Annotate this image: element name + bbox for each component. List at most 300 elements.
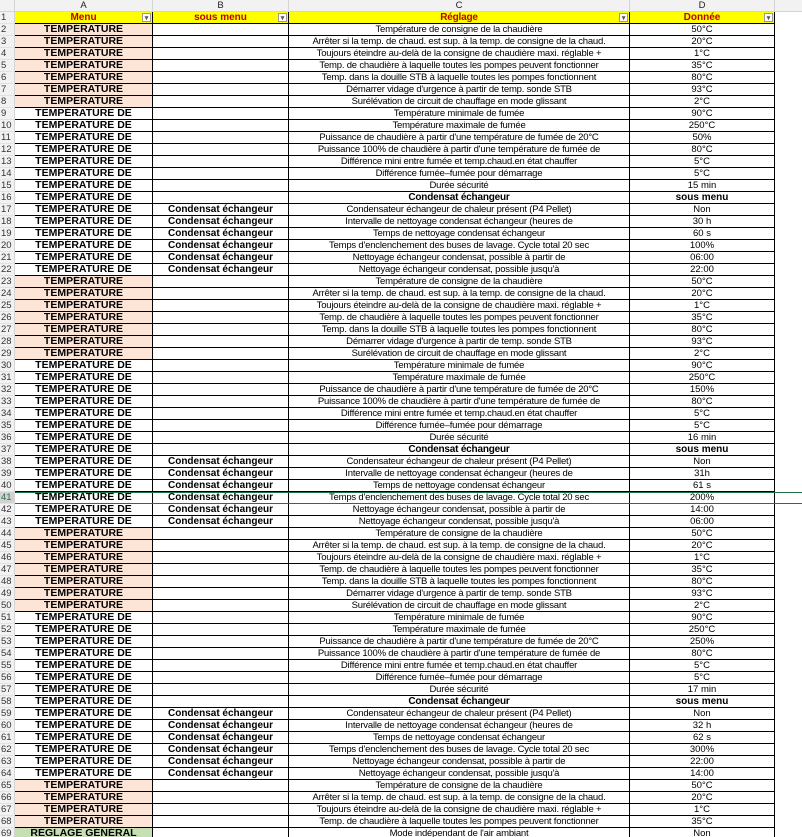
- cell-menu[interactable]: TEMPÉRATURE: [15, 540, 153, 552]
- dropdown-arrow-icon[interactable]: ▾: [764, 13, 773, 22]
- cell-donnee[interactable]: sous menu: [630, 192, 775, 204]
- cell-donnee[interactable]: 35°C: [630, 816, 775, 828]
- cell-sous-menu[interactable]: [153, 108, 289, 120]
- row-number[interactable]: 5: [0, 60, 15, 72]
- cell-reglage[interactable]: Durée sécurité: [289, 684, 630, 696]
- cell-donnee[interactable]: 2°C: [630, 96, 775, 108]
- cell-reglage[interactable]: Durée sécurité: [289, 432, 630, 444]
- row-number[interactable]: 18: [0, 216, 15, 228]
- cell-sous-menu[interactable]: [153, 636, 289, 648]
- cell-sous-menu[interactable]: Condensat échangeur: [153, 204, 289, 216]
- cell-menu[interactable]: TEMPÉRATURE DE: [15, 132, 153, 144]
- cell-sous-menu[interactable]: [153, 300, 289, 312]
- cell-reglage[interactable]: Température de consigne de la chaudière: [289, 528, 630, 540]
- row-number[interactable]: 63: [0, 756, 15, 768]
- cell-menu[interactable]: TEMPÉRATURE DE: [15, 372, 153, 384]
- cell-reglage[interactable]: Condensat échangeur: [289, 696, 630, 708]
- cell-menu[interactable]: TEMPÉRATURE: [15, 600, 153, 612]
- cell-donnee[interactable]: 1°C: [630, 48, 775, 60]
- cell-sous-menu[interactable]: [153, 612, 289, 624]
- cell-reglage[interactable]: Temp. dans la douille STB à laquelle toutes les pompes fonctionnent: [289, 72, 630, 84]
- cell-menu[interactable]: TEMPÉRATURE DE: [15, 492, 153, 504]
- cell-donnee[interactable]: 22:00: [630, 756, 775, 768]
- cell-menu[interactable]: TEMPÉRATURE: [15, 780, 153, 792]
- cell-reglage[interactable]: Arrêter si la temp. de chaud. est sup. à la temp. de consigne de la chaud.: [289, 540, 630, 552]
- cell-reglage[interactable]: Différence mini entre fumée et temp.chaud.en état chauffer: [289, 156, 630, 168]
- cell-donnee[interactable]: 35°C: [630, 312, 775, 324]
- cell-reglage[interactable]: Temps de nettoyage condensat échangeur: [289, 480, 630, 492]
- cell-reglage[interactable]: Condensat échangeur: [289, 444, 630, 456]
- cell-menu[interactable]: RÉGLAGE GÉNÉRAL: [15, 828, 153, 837]
- row-number[interactable]: 50: [0, 600, 15, 612]
- cell-sous-menu[interactable]: [153, 552, 289, 564]
- cell-reglage[interactable]: Temp. de chaudière à laquelle toutes les pompes peuvent fonctionner: [289, 60, 630, 72]
- header-reglage[interactable]: [289, 12, 630, 24]
- cell-sous-menu[interactable]: Condensat échangeur: [153, 252, 289, 264]
- row-number[interactable]: 9: [0, 108, 15, 120]
- cell-menu[interactable]: TEMPÉRATURE: [15, 96, 153, 108]
- cell-sous-menu[interactable]: [153, 624, 289, 636]
- row-number[interactable]: 65: [0, 780, 15, 792]
- cell-menu[interactable]: TEMPÉRATURE DE: [15, 684, 153, 696]
- cell-sous-menu[interactable]: Condensat échangeur: [153, 768, 289, 780]
- cell-reglage[interactable]: Surélévation de circuit de chauffage en mode glissant: [289, 600, 630, 612]
- cell-sous-menu[interactable]: [153, 156, 289, 168]
- cell-reglage[interactable]: Différence mini entre fumée et temp.chaud.en état chauffer: [289, 660, 630, 672]
- row-number[interactable]: 54: [0, 648, 15, 660]
- cell-reglage[interactable]: Temps d'enclenchement des buses de lavage. Cycle total 20 sec: [289, 492, 630, 504]
- cell-sous-menu[interactable]: [153, 36, 289, 48]
- cell-menu[interactable]: TEMPÉRATURE: [15, 84, 153, 96]
- cell-sous-menu[interactable]: [153, 792, 289, 804]
- cell-menu[interactable]: TEMPÉRATURE DE: [15, 108, 153, 120]
- cell-menu[interactable]: TEMPÉRATURE DE: [15, 636, 153, 648]
- row-number[interactable]: 36: [0, 432, 15, 444]
- cell-donnee[interactable]: 32 h: [630, 720, 775, 732]
- cell-reglage[interactable]: Différence fumée–fumée pour démarrage: [289, 420, 630, 432]
- cell-sous-menu[interactable]: [153, 828, 289, 837]
- row-number[interactable]: 69: [0, 828, 15, 837]
- cell-reglage[interactable]: Arrêter si la temp. de chaud. est sup. à la temp. de consigne de la chaud.: [289, 288, 630, 300]
- cell-sous-menu[interactable]: [153, 384, 289, 396]
- row-number[interactable]: 20: [0, 240, 15, 252]
- cell-donnee[interactable]: 80°C: [630, 72, 775, 84]
- cell-sous-menu[interactable]: [153, 780, 289, 792]
- cell-reglage[interactable]: Temp. de chaudière à laquelle toutes les pompes peuvent fonctionner: [289, 564, 630, 576]
- cell-reglage[interactable]: Intervalle de nettoyage condensat échangeur (heures de: [289, 720, 630, 732]
- dropdown-arrow-icon[interactable]: ▾: [619, 13, 628, 22]
- cell-sous-menu[interactable]: Condensat échangeur: [153, 480, 289, 492]
- cell-donnee[interactable]: sous menu: [630, 696, 775, 708]
- cell-reglage[interactable]: Condensateur échangeur de chaleur présent (P4 Pellet): [289, 708, 630, 720]
- cell-donnee[interactable]: 20°C: [630, 288, 775, 300]
- cell-donnee[interactable]: 06:00: [630, 252, 775, 264]
- cell-reglage[interactable]: Nettoyage échangeur condensat, possible jusqu'à: [289, 264, 630, 276]
- cell-reglage[interactable]: Surélévation de circuit de chauffage en mode glissant: [289, 348, 630, 360]
- cell-menu[interactable]: TEMPÉRATURE DE: [15, 756, 153, 768]
- cell-menu[interactable]: TEMPÉRATURE DE: [15, 120, 153, 132]
- cell-reglage[interactable]: Temps d'enclenchement des buses de lavage. Cycle total 20 sec: [289, 240, 630, 252]
- cell-reglage[interactable]: Puissance de chaudière à partir d'une température de fumée de 20°C: [289, 636, 630, 648]
- cell-menu[interactable]: TEMPÉRATURE: [15, 36, 153, 48]
- row-number[interactable]: 22: [0, 264, 15, 276]
- cell-reglage[interactable]: Toujours éteindre au-delà de la consigne de chaudière maxi. réglable +: [289, 552, 630, 564]
- row-number[interactable]: 43: [0, 516, 15, 528]
- cell-sous-menu[interactable]: Condensat échangeur: [153, 504, 289, 516]
- cell-menu[interactable]: TEMPÉRATURE DE: [15, 216, 153, 228]
- row-number[interactable]: 42: [0, 504, 15, 516]
- cell-menu[interactable]: TEMPÉRATURE: [15, 552, 153, 564]
- cell-sous-menu[interactable]: [153, 324, 289, 336]
- cell-sous-menu[interactable]: [153, 648, 289, 660]
- cell-sous-menu[interactable]: [153, 24, 289, 36]
- cell-donnee[interactable]: 16 min: [630, 432, 775, 444]
- cell-sous-menu[interactable]: [153, 288, 289, 300]
- row-number[interactable]: 61: [0, 732, 15, 744]
- row-number[interactable]: 64: [0, 768, 15, 780]
- cell-sous-menu[interactable]: [153, 48, 289, 60]
- cell-menu[interactable]: TEMPÉRATURE: [15, 72, 153, 84]
- row-number[interactable]: 21: [0, 252, 15, 264]
- cell-reglage[interactable]: Durée sécurité: [289, 180, 630, 192]
- cell-sous-menu[interactable]: Condensat échangeur: [153, 516, 289, 528]
- column-header-c[interactable]: C: [289, 0, 630, 12]
- cell-donnee[interactable]: 250%: [630, 636, 775, 648]
- cell-donnee[interactable]: 20°C: [630, 792, 775, 804]
- cell-sous-menu[interactable]: [153, 396, 289, 408]
- cell-reglage[interactable]: Temp. dans la douille STB à laquelle toutes les pompes fonctionnent: [289, 576, 630, 588]
- row-number[interactable]: 2: [0, 24, 15, 36]
- row-number[interactable]: 16: [0, 192, 15, 204]
- cell-menu[interactable]: TEMPÉRATURE DE: [15, 612, 153, 624]
- cell-sous-menu[interactable]: [153, 84, 289, 96]
- row-number[interactable]: 41: [0, 492, 15, 504]
- cell-menu[interactable]: TEMPÉRATURE DE: [15, 708, 153, 720]
- cell-menu[interactable]: TEMPÉRATURE DE: [15, 240, 153, 252]
- row-number[interactable]: 57: [0, 684, 15, 696]
- cell-sous-menu[interactable]: [153, 528, 289, 540]
- cell-donnee[interactable]: 31h: [630, 468, 775, 480]
- cell-donnee[interactable]: 93°C: [630, 588, 775, 600]
- cell-donnee[interactable]: 5°C: [630, 660, 775, 672]
- cell-menu[interactable]: TEMPÉRATURE: [15, 48, 153, 60]
- cell-reglage[interactable]: Surélévation de circuit de chauffage en mode glissant: [289, 96, 630, 108]
- cell-donnee[interactable]: 61 s: [630, 480, 775, 492]
- cell-donnee[interactable]: 50°C: [630, 24, 775, 36]
- cell-menu[interactable]: TEMPÉRATURE DE: [15, 396, 153, 408]
- cell-donnee[interactable]: Non: [630, 204, 775, 216]
- cell-menu[interactable]: TEMPÉRATURE DE: [15, 516, 153, 528]
- row-number[interactable]: 12: [0, 144, 15, 156]
- cell-reglage[interactable]: Nettoyage échangeur condensat, possible à partir de: [289, 252, 630, 264]
- row-number[interactable]: 47: [0, 564, 15, 576]
- row-number[interactable]: 25: [0, 300, 15, 312]
- cell-reglage[interactable]: Température maximale de fumée: [289, 120, 630, 132]
- cell-sous-menu[interactable]: Condensat échangeur: [153, 492, 289, 504]
- cell-menu[interactable]: TEMPÉRATURE: [15, 576, 153, 588]
- select-all-corner[interactable]: [0, 0, 15, 12]
- cell-donnee[interactable]: 35°C: [630, 60, 775, 72]
- cell-donnee[interactable]: 20°C: [630, 36, 775, 48]
- cell-donnee[interactable]: 80°C: [630, 396, 775, 408]
- cell-menu[interactable]: TEMPÉRATURE DE: [15, 672, 153, 684]
- cell-donnee[interactable]: 80°C: [630, 144, 775, 156]
- cell-menu[interactable]: TEMPÉRATURE DE: [15, 204, 153, 216]
- cell-sous-menu[interactable]: [153, 348, 289, 360]
- row-number[interactable]: 19: [0, 228, 15, 240]
- row-number[interactable]: 44: [0, 528, 15, 540]
- row-number[interactable]: 37: [0, 444, 15, 456]
- cell-reglage[interactable]: Mode indépendant de l'air ambiant: [289, 828, 630, 837]
- cell-reglage[interactable]: Temp. de chaudière à laquelle toutes les pompes peuvent fonctionner: [289, 312, 630, 324]
- cell-donnee[interactable]: 5°C: [630, 408, 775, 420]
- row-number[interactable]: 17: [0, 204, 15, 216]
- cell-menu[interactable]: TEMPÉRATURE: [15, 348, 153, 360]
- cell-sous-menu[interactable]: [153, 660, 289, 672]
- row-number[interactable]: 56: [0, 672, 15, 684]
- cell-reglage[interactable]: Temps de nettoyage condensat échangeur: [289, 228, 630, 240]
- cell-donnee[interactable]: 1°C: [630, 552, 775, 564]
- cell-menu[interactable]: TEMPÉRATURE: [15, 312, 153, 324]
- cell-donnee[interactable]: sous menu: [630, 444, 775, 456]
- cell-sous-menu[interactable]: [153, 120, 289, 132]
- cell-menu[interactable]: TEMPÉRATURE DE: [15, 408, 153, 420]
- cell-sous-menu[interactable]: [153, 696, 289, 708]
- row-number[interactable]: 66: [0, 792, 15, 804]
- cell-sous-menu[interactable]: [153, 600, 289, 612]
- cell-donnee[interactable]: 50°C: [630, 780, 775, 792]
- cell-menu[interactable]: TEMPÉRATURE: [15, 60, 153, 72]
- cell-menu[interactable]: TEMPÉRATURE DE: [15, 480, 153, 492]
- row-number[interactable]: 6: [0, 72, 15, 84]
- cell-menu[interactable]: TEMPÉRATURE DE: [15, 648, 153, 660]
- cell-donnee[interactable]: 250°C: [630, 624, 775, 636]
- cell-donnee[interactable]: 50°C: [630, 276, 775, 288]
- cell-reglage[interactable]: Nettoyage échangeur condensat, possible à partir de: [289, 756, 630, 768]
- row-number[interactable]: 35: [0, 420, 15, 432]
- cell-reglage[interactable]: Temps de nettoyage condensat échangeur: [289, 732, 630, 744]
- cell-reglage[interactable]: Température maximale de fumée: [289, 372, 630, 384]
- cell-donnee[interactable]: 300%: [630, 744, 775, 756]
- cell-donnee[interactable]: 93°C: [630, 336, 775, 348]
- cell-donnee[interactable]: 90°C: [630, 360, 775, 372]
- cell-donnee[interactable]: 15 min: [630, 180, 775, 192]
- column-header-a[interactable]: A: [15, 0, 153, 12]
- cell-reglage[interactable]: Temp. de chaudière à laquelle toutes les pompes peuvent fonctionner: [289, 816, 630, 828]
- cell-donnee[interactable]: 150%: [630, 384, 775, 396]
- cell-donnee[interactable]: 90°C: [630, 108, 775, 120]
- row-number[interactable]: 58: [0, 696, 15, 708]
- cell-reglage[interactable]: Température minimale de fumée: [289, 108, 630, 120]
- row-number[interactable]: 29: [0, 348, 15, 360]
- cell-reglage[interactable]: Intervalle de nettoyage condensat échangeur (heures de: [289, 216, 630, 228]
- cell-menu[interactable]: TEMPÉRATURE DE: [15, 504, 153, 516]
- row-number[interactable]: 34: [0, 408, 15, 420]
- cell-menu[interactable]: TEMPÉRATURE DE: [15, 228, 153, 240]
- cell-menu[interactable]: TEMPÉRATURE DE: [15, 432, 153, 444]
- cell-menu[interactable]: TEMPÉRATURE DE: [15, 144, 153, 156]
- row-number[interactable]: 27: [0, 324, 15, 336]
- cell-reglage[interactable]: Température minimale de fumée: [289, 612, 630, 624]
- cell-donnee[interactable]: Non: [630, 708, 775, 720]
- cell-reglage[interactable]: Toujours éteindre au-delà de la consigne de chaudière maxi. réglable +: [289, 804, 630, 816]
- row-number[interactable]: 13: [0, 156, 15, 168]
- cell-donnee[interactable]: 20°C: [630, 540, 775, 552]
- cell-sous-menu[interactable]: [153, 168, 289, 180]
- cell-menu[interactable]: TEMPÉRATURE: [15, 564, 153, 576]
- cell-sous-menu[interactable]: [153, 804, 289, 816]
- cell-donnee[interactable]: 5°C: [630, 672, 775, 684]
- cell-menu[interactable]: TEMPÉRATURE DE: [15, 624, 153, 636]
- cell-sous-menu[interactable]: [153, 276, 289, 288]
- row-number[interactable]: 28: [0, 336, 15, 348]
- cell-donnee[interactable]: 80°C: [630, 324, 775, 336]
- row-number[interactable]: 15: [0, 180, 15, 192]
- cell-reglage[interactable]: Nettoyage échangeur condensat, possible à partir de: [289, 504, 630, 516]
- cell-sous-menu[interactable]: Condensat échangeur: [153, 744, 289, 756]
- row-number[interactable]: 39: [0, 468, 15, 480]
- cell-sous-menu[interactable]: [153, 420, 289, 432]
- cell-donnee[interactable]: 1°C: [630, 300, 775, 312]
- column-header-e[interactable]: [775, 0, 802, 12]
- cell-sous-menu[interactable]: Condensat échangeur: [153, 732, 289, 744]
- cell-reglage[interactable]: Nettoyage échangeur condensat, possible jusqu'à: [289, 516, 630, 528]
- cell-reglage[interactable]: Toujours éteindre au-delà de la consigne de chaudière maxi. réglable +: [289, 300, 630, 312]
- cell-donnee[interactable]: 250°C: [630, 120, 775, 132]
- cell-donnee[interactable]: 50%: [630, 132, 775, 144]
- cell-sous-menu[interactable]: [153, 360, 289, 372]
- cell-menu[interactable]: TEMPÉRATURE DE: [15, 384, 153, 396]
- row-number[interactable]: 32: [0, 384, 15, 396]
- cell-menu[interactable]: TEMPÉRATURE DE: [15, 660, 153, 672]
- cell-reglage[interactable]: Intervalle de nettoyage condensat échangeur (heures de: [289, 468, 630, 480]
- cell-sous-menu[interactable]: Condensat échangeur: [153, 240, 289, 252]
- cell-reglage[interactable]: Puissance 100% de chaudière à partir d'une température de fumée de: [289, 648, 630, 660]
- cell-menu[interactable]: TEMPÉRATURE: [15, 804, 153, 816]
- row-number[interactable]: 7: [0, 84, 15, 96]
- cell-reglage[interactable]: Démarrer vidage d'urgence à partir de temp. sonde STB: [289, 336, 630, 348]
- cell-reglage[interactable]: Démarrer vidage d'urgence à partir de temp. sonde STB: [289, 588, 630, 600]
- header-donnee[interactable]: [630, 12, 775, 24]
- cell-menu[interactable]: TEMPÉRATURE DE: [15, 168, 153, 180]
- cell-donnee[interactable]: Non: [630, 456, 775, 468]
- header-sous-menu[interactable]: [153, 12, 289, 24]
- cell-menu[interactable]: TEMPÉRATURE: [15, 336, 153, 348]
- dropdown-arrow-icon[interactable]: ▾: [278, 13, 287, 22]
- cell-sous-menu[interactable]: [153, 588, 289, 600]
- row-number[interactable]: 51: [0, 612, 15, 624]
- dropdown-arrow-icon[interactable]: ▾: [142, 13, 151, 22]
- cell-donnee[interactable]: 5°C: [630, 168, 775, 180]
- cell-sous-menu[interactable]: [153, 672, 289, 684]
- cell-reglage[interactable]: Démarrer vidage d'urgence à partir de temp. sonde STB: [289, 84, 630, 96]
- cell-menu[interactable]: TEMPÉRATURE: [15, 324, 153, 336]
- cell-sous-menu[interactable]: [153, 432, 289, 444]
- cell-donnee[interactable]: 93°C: [630, 84, 775, 96]
- cell-sous-menu[interactable]: [153, 312, 289, 324]
- row-number[interactable]: 48: [0, 576, 15, 588]
- cell-donnee[interactable]: 5°C: [630, 420, 775, 432]
- cell-sous-menu[interactable]: Condensat échangeur: [153, 264, 289, 276]
- row-number[interactable]: 30: [0, 360, 15, 372]
- row-number[interactable]: 38: [0, 456, 15, 468]
- row-number[interactable]: 1: [0, 12, 15, 24]
- row-number[interactable]: 26: [0, 312, 15, 324]
- row-number[interactable]: 60: [0, 720, 15, 732]
- row-number[interactable]: 53: [0, 636, 15, 648]
- row-number[interactable]: 31: [0, 372, 15, 384]
- cell-reglage[interactable]: Puissance de chaudière à partir d'une température de fumée de 20°C: [289, 132, 630, 144]
- cell-donnee[interactable]: 14:00: [630, 768, 775, 780]
- row-number[interactable]: 49: [0, 588, 15, 600]
- column-header-b[interactable]: B: [153, 0, 289, 12]
- cell-menu[interactable]: TEMPÉRATURE DE: [15, 732, 153, 744]
- cell-sous-menu[interactable]: [153, 132, 289, 144]
- cell-sous-menu[interactable]: [153, 180, 289, 192]
- cell-reglage[interactable]: Température de consigne de la chaudière: [289, 276, 630, 288]
- cell-reglage[interactable]: Toujours éteindre au-delà de la consigne de chaudière maxi. réglable +: [289, 48, 630, 60]
- cell-donnee[interactable]: 250°C: [630, 372, 775, 384]
- cell-sous-menu[interactable]: [153, 192, 289, 204]
- cell-sous-menu[interactable]: Condensat échangeur: [153, 720, 289, 732]
- cell-donnee[interactable]: 62 s: [630, 732, 775, 744]
- cell-donnee[interactable]: 22:00: [630, 264, 775, 276]
- cell-menu[interactable]: TEMPÉRATURE: [15, 24, 153, 36]
- cell-reglage[interactable]: Différence fumée–fumée pour démarrage: [289, 672, 630, 684]
- cell-menu[interactable]: TEMPÉRATURE: [15, 588, 153, 600]
- row-number[interactable]: 40: [0, 480, 15, 492]
- row-number[interactable]: 68: [0, 816, 15, 828]
- cell-donnee[interactable]: 5°C: [630, 156, 775, 168]
- cell-reglage[interactable]: Arrêter si la temp. de chaud. est sup. à la temp. de consigne de la chaud.: [289, 792, 630, 804]
- cell-reglage[interactable]: Température de consigne de la chaudière: [289, 24, 630, 36]
- cell-donnee[interactable]: 60 s: [630, 228, 775, 240]
- column-header-d[interactable]: D: [630, 0, 775, 12]
- cell-menu[interactable]: TEMPÉRATURE: [15, 528, 153, 540]
- row-number[interactable]: 23: [0, 276, 15, 288]
- cell-sous-menu[interactable]: Condensat échangeur: [153, 216, 289, 228]
- cell-sous-menu[interactable]: [153, 564, 289, 576]
- cell-sous-menu[interactable]: Condensat échangeur: [153, 468, 289, 480]
- cell-reglage[interactable]: Différence mini entre fumée et temp.chaud.en état chauffer: [289, 408, 630, 420]
- cell-reglage[interactable]: Condensateur échangeur de chaleur présent (P4 Pellet): [289, 456, 630, 468]
- cell-reglage[interactable]: Différence fumée–fumée pour démarrage: [289, 168, 630, 180]
- row-number[interactable]: 14: [0, 168, 15, 180]
- cell-reglage[interactable]: Température minimale de fumée: [289, 360, 630, 372]
- cell-donnee[interactable]: 200%: [630, 492, 775, 504]
- cell-menu[interactable]: TEMPÉRATURE DE: [15, 360, 153, 372]
- cell-reglage[interactable]: Condensateur échangeur de chaleur présent (P4 Pellet): [289, 204, 630, 216]
- cell-reglage[interactable]: Température maximale de fumée: [289, 624, 630, 636]
- cell-reglage[interactable]: Puissance 100% de chaudière à partir d'une température de fumée de: [289, 144, 630, 156]
- row-number[interactable]: 8: [0, 96, 15, 108]
- cell-reglage[interactable]: Arrêter si la temp. de chaud. est sup. à la temp. de consigne de la chaud.: [289, 36, 630, 48]
- cell-menu[interactable]: TEMPÉRATURE DE: [15, 252, 153, 264]
- cell-menu[interactable]: TEMPÉRATURE DE: [15, 768, 153, 780]
- row-number[interactable]: 46: [0, 552, 15, 564]
- cell-menu[interactable]: TEMPÉRATURE: [15, 816, 153, 828]
- cell-sous-menu[interactable]: [153, 540, 289, 552]
- row-number[interactable]: 11: [0, 132, 15, 144]
- cell-reglage[interactable]: Nettoyage échangeur condensat, possible jusqu'à: [289, 768, 630, 780]
- row-number[interactable]: 62: [0, 744, 15, 756]
- cell-sous-menu[interactable]: Condensat échangeur: [153, 756, 289, 768]
- cell-menu[interactable]: TEMPÉRATURE DE: [15, 444, 153, 456]
- cell-menu[interactable]: TEMPÉRATURE: [15, 288, 153, 300]
- cell-reglage[interactable]: Puissance 100% de chaudière à partir d'une température de fumée de: [289, 396, 630, 408]
- cell-donnee[interactable]: 2°C: [630, 600, 775, 612]
- cell-sous-menu[interactable]: [153, 96, 289, 108]
